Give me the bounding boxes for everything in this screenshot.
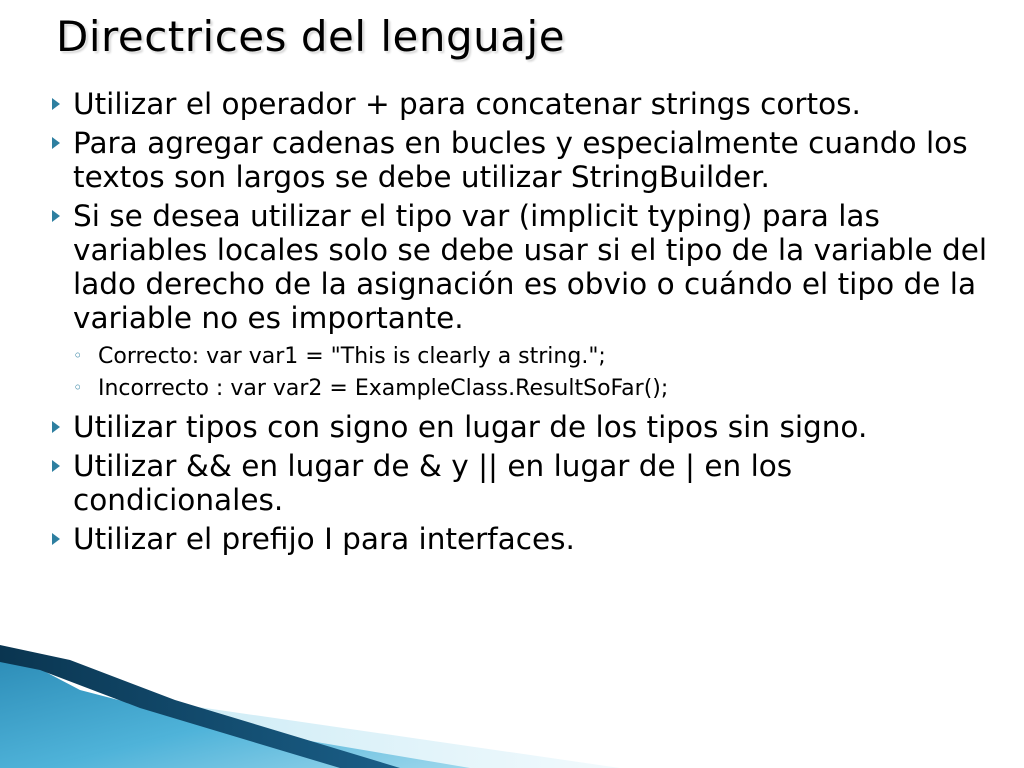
bullet-item-var xyxy=(0,199,1000,405)
bullet-item-interface-prefix xyxy=(0,522,1000,556)
triangle-right-icon xyxy=(52,98,60,110)
hollow-circle-icon: ◦ xyxy=(73,346,83,365)
sub-bullet-text: Correcto: var var1 = "This is clearly a string."; xyxy=(98,344,606,369)
wave-band-blue xyxy=(0,648,470,768)
hollow-circle-icon: ◦ xyxy=(73,378,83,397)
bullet-text: Utilizar tipos con signo en lugar de los tipos sin signo. xyxy=(73,410,868,444)
slide-title: Directrices del lenguaje xyxy=(56,12,566,61)
bullet-list xyxy=(0,87,1000,561)
bullet-item-concat xyxy=(0,87,1000,121)
triangle-right-icon xyxy=(52,421,60,433)
wave-band-dark xyxy=(0,645,400,768)
triangle-right-icon xyxy=(52,137,60,149)
bullet-text: Si se desea utilizar el tipo var (implicit typing) para las variables locales solo se debe usar si el tipo de la variable del lado derecho de la asignación es obvio o cuándo el tipo de la variable no es importante. xyxy=(73,199,988,335)
triangle-right-icon xyxy=(52,210,60,222)
bullet-text: Utilizar el prefijo I para interfaces. xyxy=(73,522,575,556)
bullet-text: Utilizar el operador + para concatenar strings cortos. xyxy=(73,87,861,121)
bullet-item-signed-types xyxy=(0,410,1000,444)
wave-band-light xyxy=(0,700,620,768)
triangle-right-icon xyxy=(52,533,60,545)
bullet-text: Utilizar && en lugar de & y || en lugar de | en los condicionales. xyxy=(73,449,793,517)
bullet-text: Para agregar cadenas en bucles y especialmente cuando los textos son largos se debe utilizar StringBuilder. xyxy=(73,126,968,194)
sub-bullet-list xyxy=(73,341,1000,405)
triangle-right-icon xyxy=(52,460,60,472)
bullet-item-stringbuilder xyxy=(0,126,1000,194)
bullet-item-logical-operators xyxy=(0,449,1000,517)
sub-bullet-item-correct xyxy=(69,341,1000,373)
sub-bullet-text: Incorrecto : var var2 = ExampleClass.ResultSoFar(); xyxy=(98,376,669,401)
sub-bullet-item-incorrect xyxy=(69,373,1000,405)
